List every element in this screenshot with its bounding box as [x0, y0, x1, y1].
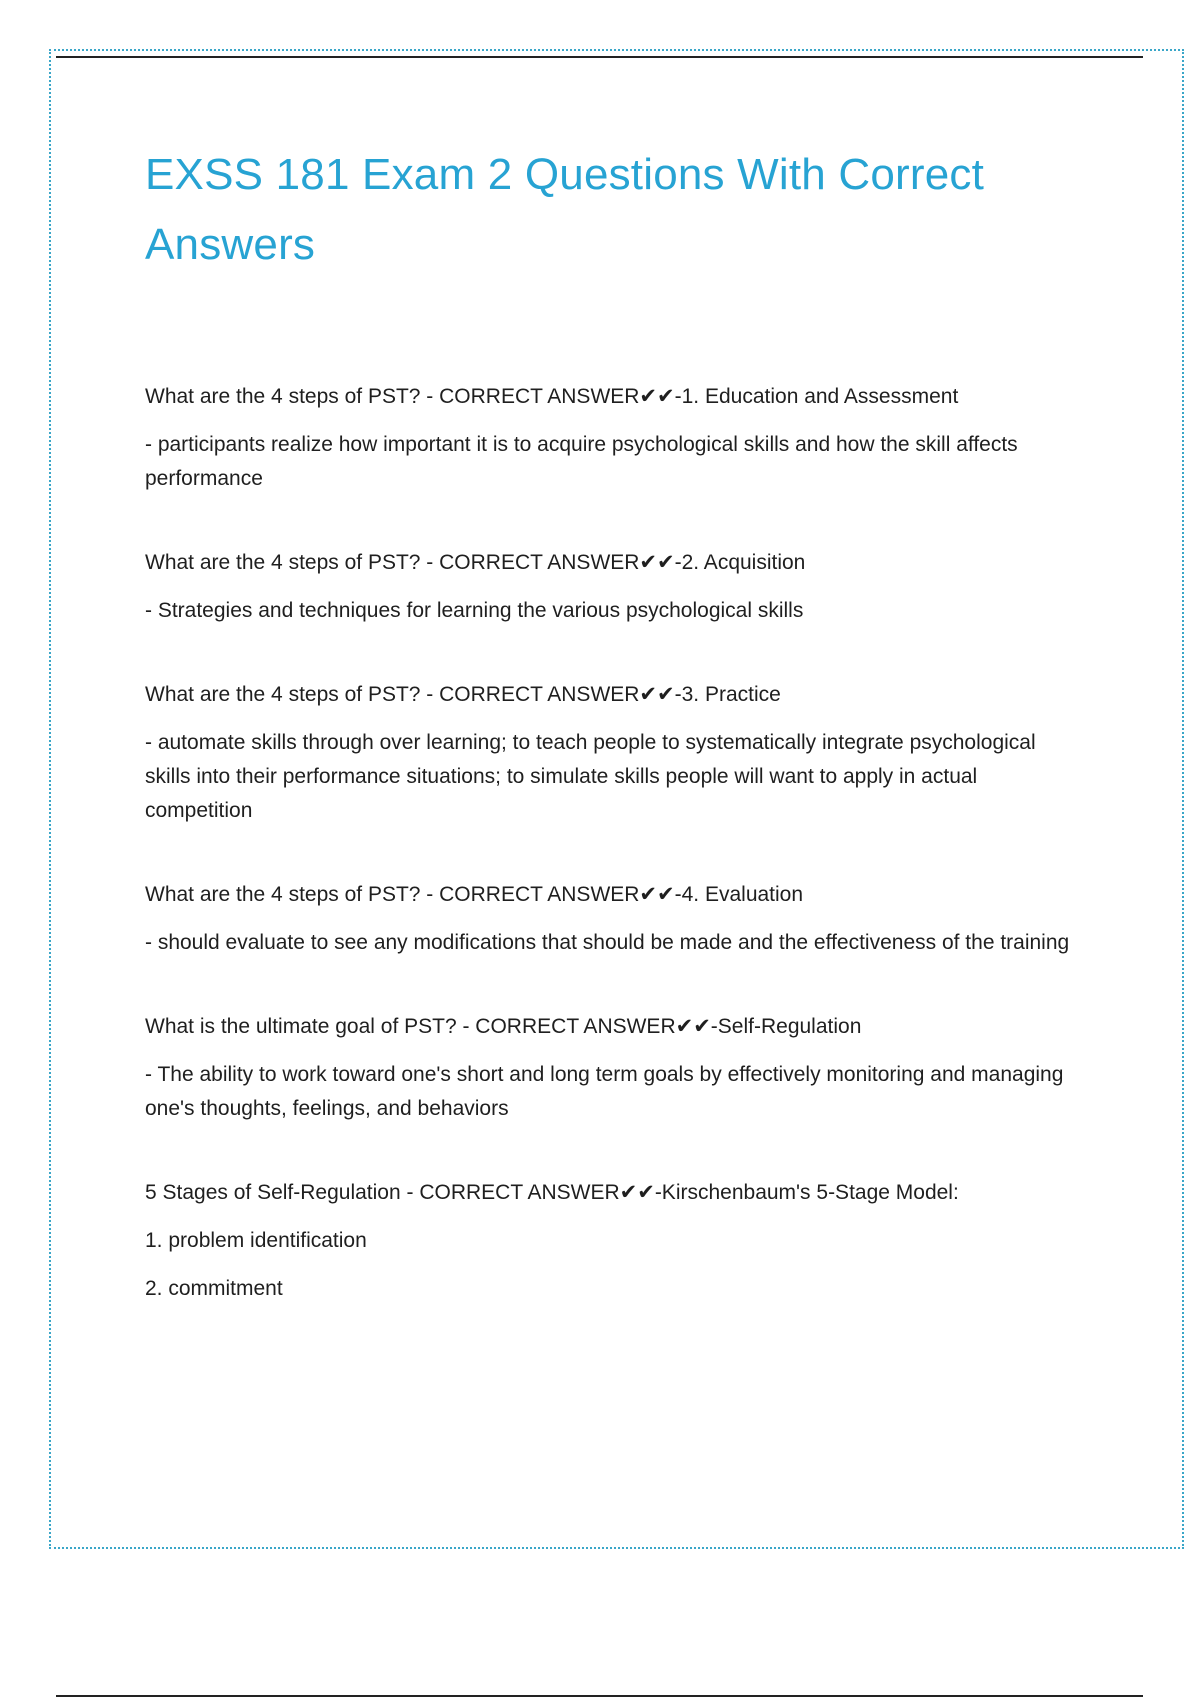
list-item: 1. problem identification [145, 1229, 367, 1252]
qa-entry-2 [145, 546, 1080, 628]
answer-detail: - The ability to work toward one's short and long term goals by effectively monitoring and managing one's thoughts, feelings, and behaviors [145, 1063, 1064, 1120]
answer-detail: - participants realize how important it is to acquire psychological skills and how the skill affects performance [145, 433, 1018, 490]
list-item: 2. commitment [145, 1277, 283, 1300]
document-title: EXSS 181 Exam 2 Questions With Correct Answers [145, 150, 985, 269]
qa-entry-3 [145, 678, 1080, 828]
qa-entry-1 [145, 380, 1080, 496]
question-text: What are the 4 steps of PST? - CORRECT ANSWER✔✔-2. Acquisition [145, 551, 806, 574]
answer-detail: - automate skills through over learning; to teach people to systematically integrate psychological skills into their performance situations; to simulate skills people will want to apply in actual competition [145, 731, 1036, 822]
top-divider [56, 56, 1143, 58]
qa-entry-4 [145, 878, 1080, 960]
qa-entry-6 [145, 1176, 1080, 1306]
question-text: What are the 4 steps of PST? - CORRECT ANSWER✔✔-4. Evaluation [145, 883, 804, 906]
question-text: What are the 4 steps of PST? - CORRECT ANSWER✔✔-1. Education and Assessment [145, 385, 959, 408]
question-text: What are the 4 steps of PST? - CORRECT ANSWER✔✔-3. Practice [145, 683, 781, 706]
document-body [145, 140, 1080, 1356]
bottom-divider [56, 1695, 1143, 1697]
answer-detail: - Strategies and techniques for learning the various psychological skills [145, 599, 804, 622]
answer-detail: - should evaluate to see any modifications that should be made and the effectiveness of the training [145, 931, 1070, 954]
qa-entry-5 [145, 1010, 1080, 1126]
question-text: 5 Stages of Self-Regulation - CORRECT ANSWER✔✔-Kirschenbaum's 5-Stage Model: [145, 1181, 959, 1204]
question-text: What is the ultimate goal of PST? - CORRECT ANSWER✔✔-Self-Regulation [145, 1015, 862, 1038]
